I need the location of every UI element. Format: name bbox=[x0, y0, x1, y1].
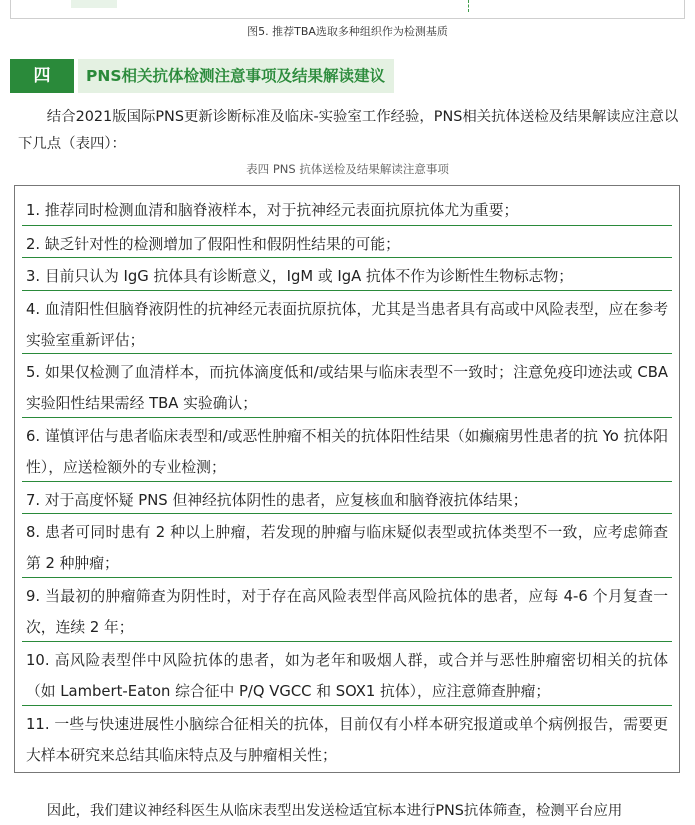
table-row: 9. 当最初的肿瘤筛查为阴性时，对于存在高风险表型伴高风险抗体的患者，应每 4-6 个月复查一次，连续 2 年； bbox=[22, 578, 672, 642]
section-title: PNS相关抗体检测注意事项及结果解读建议 bbox=[78, 59, 394, 93]
figure-dashed-line bbox=[468, 0, 469, 12]
section-number: 四 bbox=[10, 59, 74, 93]
table-row: 8. 患者可同时患有 2 种以上肿瘤，若发现的肿瘤与临床疑似表型或抗体类型不一致，应考虑筛查第 2 种肿瘤； bbox=[22, 514, 672, 578]
notes-table bbox=[14, 185, 680, 773]
intro-paragraph: 结合2021版国际PNS更新诊断标准及临床-实验室工作经验，PNS相关抗体送检及结果解读应注意以下几点（表四）： bbox=[18, 109, 679, 152]
figure-bottom-edge bbox=[10, 0, 685, 19]
section-header bbox=[10, 59, 394, 93]
table-row: 2. 缺乏针对性的检测增加了假阳性和假阴性结果的可能； bbox=[22, 226, 672, 258]
table-row: 10. 高风险表型伴中风险抗体的患者，如为老年和吸烟人群，或合并与恶性肿瘤密切相关的抗体（如 Lambert-Eaton 综合征中 P/Q VGCC 和 SOX1 抗体），应注意筛查肿瘤； bbox=[22, 642, 672, 706]
table-caption: 表四 PNS 抗体送检及结果解读注意事项 bbox=[246, 162, 449, 176]
table-row: 1. 推荐同时检测血清和脑脊液样本，对于抗神经元表面抗原抗体尤为重要； bbox=[22, 192, 672, 226]
table-row: 3. 目前只认为 IgG 抗体具有诊断意义，IgM 或 IgA 抗体不作为诊断性生物标志物； bbox=[22, 258, 672, 291]
table-row: 11. 一些与快速进展性小脑综合征相关的抗体，目前仅有小样本研究报道或单个病例报告，需要更大样本研究来总结其临床特点及与肿瘤相关性； bbox=[26, 716, 668, 764]
table-row: 6. 谨慎评估与患者临床表型和/或恶性肿瘤不相关的抗体阳性结果（如癫痫男性患者的抗 Yo 抗体阳性），应送检额外的专业检测； bbox=[22, 418, 672, 482]
closing-paragraph: 因此，我们建议神经科医生从临床表型出发送检适宜标本进行PNS抗体筛查，检测平台应用 bbox=[46, 803, 623, 819]
table-row: 7. 对于高度怀疑 PNS 但神经抗体阴性的患者，应复核血和脑脊液抗体结果； bbox=[22, 482, 672, 514]
table-row: 4. 血清阳性但脑脊液阴性的抗神经元表面抗原抗体，尤其是当患者具有高或中风险表型，应在参考实验室重新评估； bbox=[22, 291, 672, 354]
figure-caption: 图5. 推荐TBA选取多种组织作为检测基质 bbox=[247, 25, 448, 38]
figure-fragment bbox=[71, 0, 117, 8]
table-row: 5. 如果仅检测了血清样本，而抗体滴度低和/或结果与临床表型不一致时；注意免疫印迹法或 CBA 实验阳性结果需经 TBA 实验确认； bbox=[22, 354, 672, 418]
